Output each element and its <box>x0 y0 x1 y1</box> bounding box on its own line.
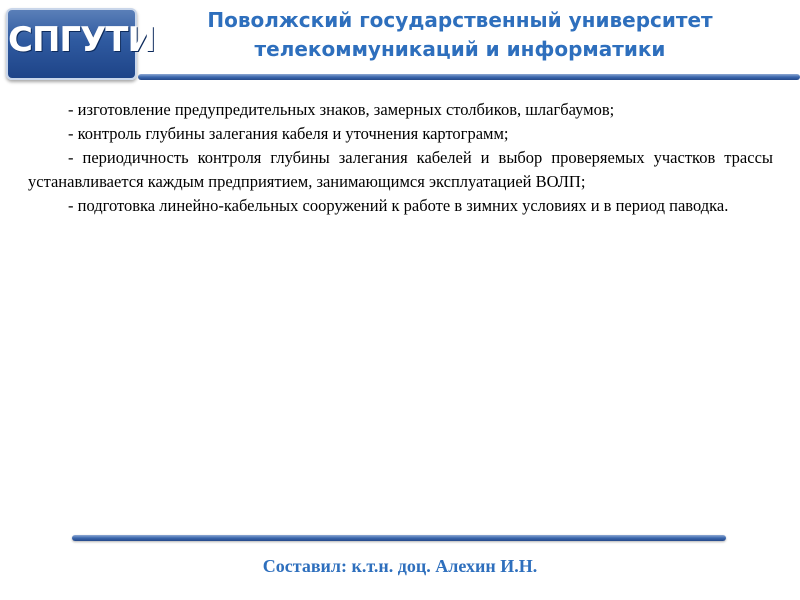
header-divider <box>138 74 800 80</box>
university-logo <box>6 8 155 80</box>
content-paragraph: - периодичность контроля глубины залегания кабелей и выбор проверяемых участков трассы устанавливается каждым предприятием, занимающимся эксплуатацией ВОЛП; <box>28 148 773 191</box>
title-line-2: телекоммуникаций и информатики <box>254 37 666 61</box>
slide-content <box>28 98 773 218</box>
logo-text: СПГУТИ <box>8 20 155 60</box>
footer-author: Составил: к.т.н. доц. Алехин И.Н. <box>262 556 538 576</box>
content-paragraph: - изготовление предупредительных знаков, замерных столбиков, шлагбаумов; <box>68 100 615 119</box>
footer-divider <box>72 535 726 541</box>
page-title <box>150 6 770 64</box>
content-paragraph: - контроль глубины залегания кабеля и уточнения картограмм; <box>68 124 509 143</box>
content-paragraph: - подготовка линейно-кабельных сооружений к работе в зимних условиях и в период паводка. <box>68 196 729 215</box>
title-line-1: Поволжский государственный университет <box>207 8 713 32</box>
